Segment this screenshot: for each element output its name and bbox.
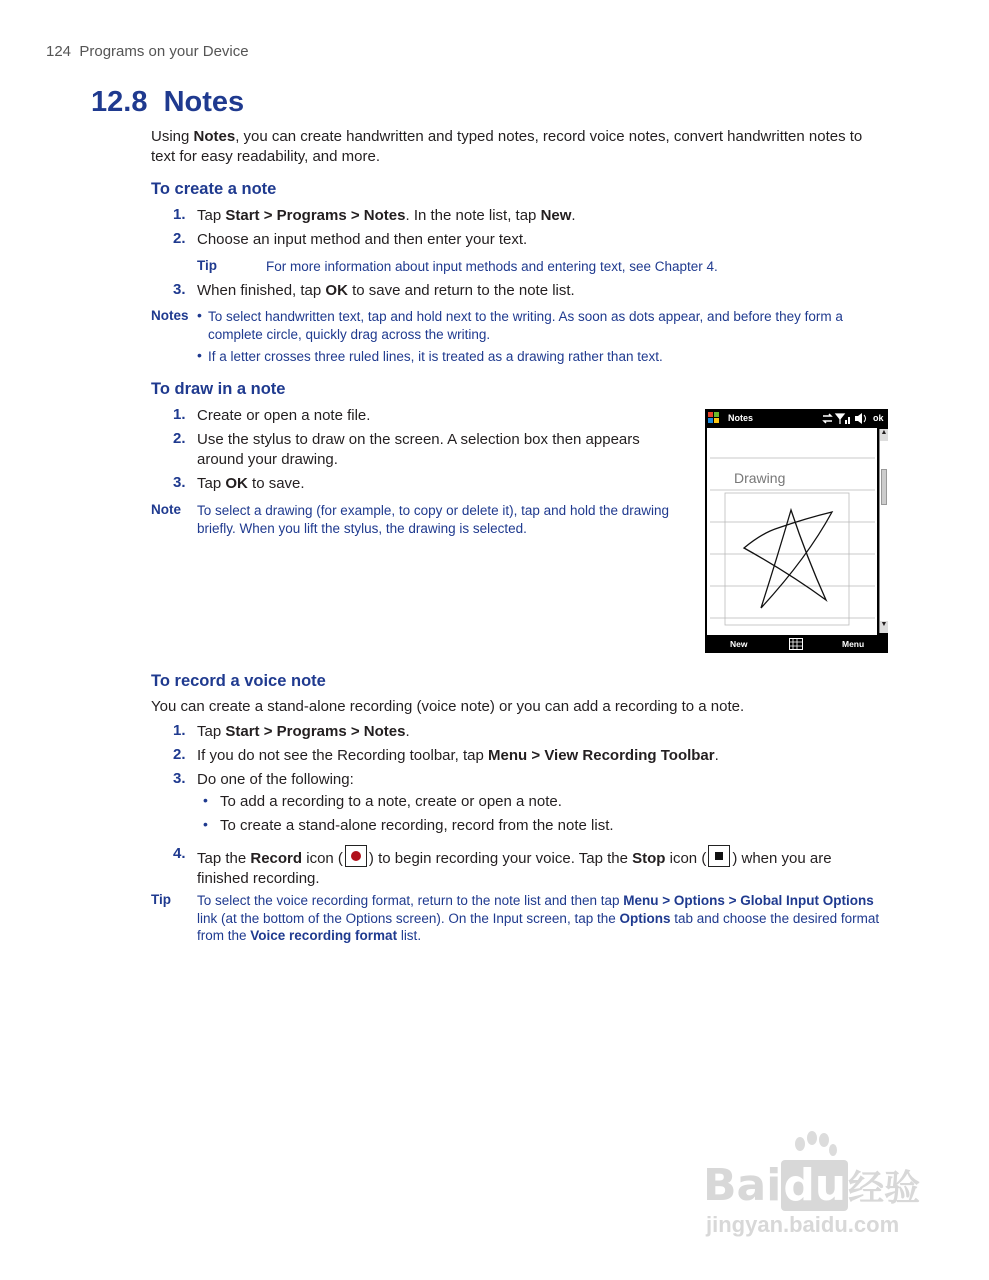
stop-icon — [708, 845, 730, 867]
softkey-menu[interactable]: Menu — [842, 639, 865, 649]
step-number: 3. — [173, 770, 186, 787]
draw-step-1: Create or open a note file. — [197, 407, 371, 424]
soft-key-bar — [705, 635, 888, 653]
step-number: 4. — [173, 845, 186, 862]
step-number: 2. — [173, 746, 186, 763]
record-step-2: If you do not see the Recording toolbar, tap Menu > View Recording Toolbar. — [197, 747, 719, 764]
tip-label: Tip — [197, 258, 217, 273]
windows-start-icon — [707, 411, 721, 425]
step-number: 2. — [173, 430, 186, 447]
drawing-label: Drawing — [734, 470, 786, 486]
note-canvas[interactable] — [707, 428, 877, 635]
bullet: • — [203, 792, 208, 808]
section-title-text: Notes — [163, 86, 245, 118]
step-number: 3. — [173, 281, 186, 298]
heading-draw-note: To draw in a note — [151, 380, 286, 398]
record-tip-text: To select the voice recording format, return to the note list and then tap Menu > Options > Global Input Options link (at the bottom of the Options screen). On the Input screen, tap the Options tab and choose the desired format from the Voice recording format list. — [197, 893, 880, 943]
tip-text: For more information about input methods and entering text, see Chapter 4. — [266, 259, 718, 274]
record-sub-1: To add a recording to a note, create or open a note. — [220, 793, 562, 810]
watermark-logo: Baidu经验 — [703, 1160, 921, 1211]
scroll-up-icon[interactable]: ▲ — [880, 429, 888, 441]
scroll-thumb[interactable] — [881, 469, 887, 505]
section-number: 12.8 — [91, 86, 148, 118]
scroll-down-icon[interactable]: ▼ — [880, 621, 888, 633]
section-title — [91, 86, 244, 119]
page-number: 124 — [46, 43, 72, 60]
watermark-url: jingyan.baidu.com — [706, 1212, 900, 1237]
step-number: 1. — [173, 406, 186, 423]
step-number: 3. — [173, 474, 186, 491]
step-number: 1. — [173, 206, 186, 223]
device-screenshot — [705, 409, 888, 653]
record-sub-2: To create a stand-alone recording, record from the note list. — [220, 817, 614, 834]
scrollbar[interactable] — [879, 429, 888, 633]
draw-step-3: Tap OK to save. — [197, 475, 305, 492]
phone-title: Notes — [728, 413, 754, 423]
intro-paragraph: Using Notes, you can create handwritten and typed notes, record voice notes, convert handwritten notes to text for easy readability, and more. — [151, 128, 863, 165]
create-step-3: When finished, tap OK to save and return to the note list. — [197, 282, 575, 299]
draw-step-2: Use the stylus to draw on the screen. A selection box then appears around your drawing. — [197, 431, 640, 468]
ok-button[interactable]: ok — [873, 413, 884, 423]
phone-title-bar — [705, 409, 888, 428]
record-step-1: Tap Start > Programs > Notes. — [197, 723, 410, 740]
heading-create-note: To create a note — [151, 180, 277, 198]
record-intro: You can create a stand-alone recording (voice note) or you can add a recording to a note. — [151, 698, 745, 715]
record-icon — [345, 845, 367, 867]
paw-icon — [790, 1130, 840, 1170]
running-header-section: Programs on your Device — [79, 43, 249, 60]
bullet: • — [203, 816, 208, 832]
notes-label: Notes — [151, 308, 189, 323]
tip-label: Tip — [151, 892, 171, 907]
notes-bullet-1: To select handwritten text, tap and hold next to the writing. As soon as dots appear, and before they form a complete circle, quickly drag across the writing. — [208, 309, 843, 342]
note-label: Note — [151, 502, 181, 517]
note-text: To select a drawing (for example, to copy or delete it), tap and hold the drawing briefly. When you lift the stylus, the drawing is selected. — [197, 503, 670, 536]
bullet: • — [197, 307, 202, 323]
bullet: • — [197, 347, 202, 363]
keyboard-icon[interactable] — [789, 638, 803, 650]
heading-record-voice-note: To record a voice note — [151, 672, 326, 690]
create-step-1: Tap Start > Programs > Notes. In the note list, tap New. — [197, 207, 576, 224]
record-step-3: Do one of the following: — [197, 771, 354, 788]
star-drawing — [707, 428, 877, 635]
step-number: 1. — [173, 722, 186, 739]
record-step-4: Tap the Record icon ( ) to begin recording your voice. Tap the Stop icon ( ) when you are finished recording. — [197, 845, 832, 888]
step-number: 2. — [173, 230, 186, 247]
notes-bullet-2: If a letter crosses three ruled lines, it is treated as a drawing rather than text. — [208, 349, 663, 364]
status-icons — [822, 412, 872, 425]
running-header — [46, 43, 249, 60]
softkey-new[interactable]: New — [730, 639, 748, 649]
create-step-2: Choose an input method and then enter your text. — [197, 231, 528, 248]
